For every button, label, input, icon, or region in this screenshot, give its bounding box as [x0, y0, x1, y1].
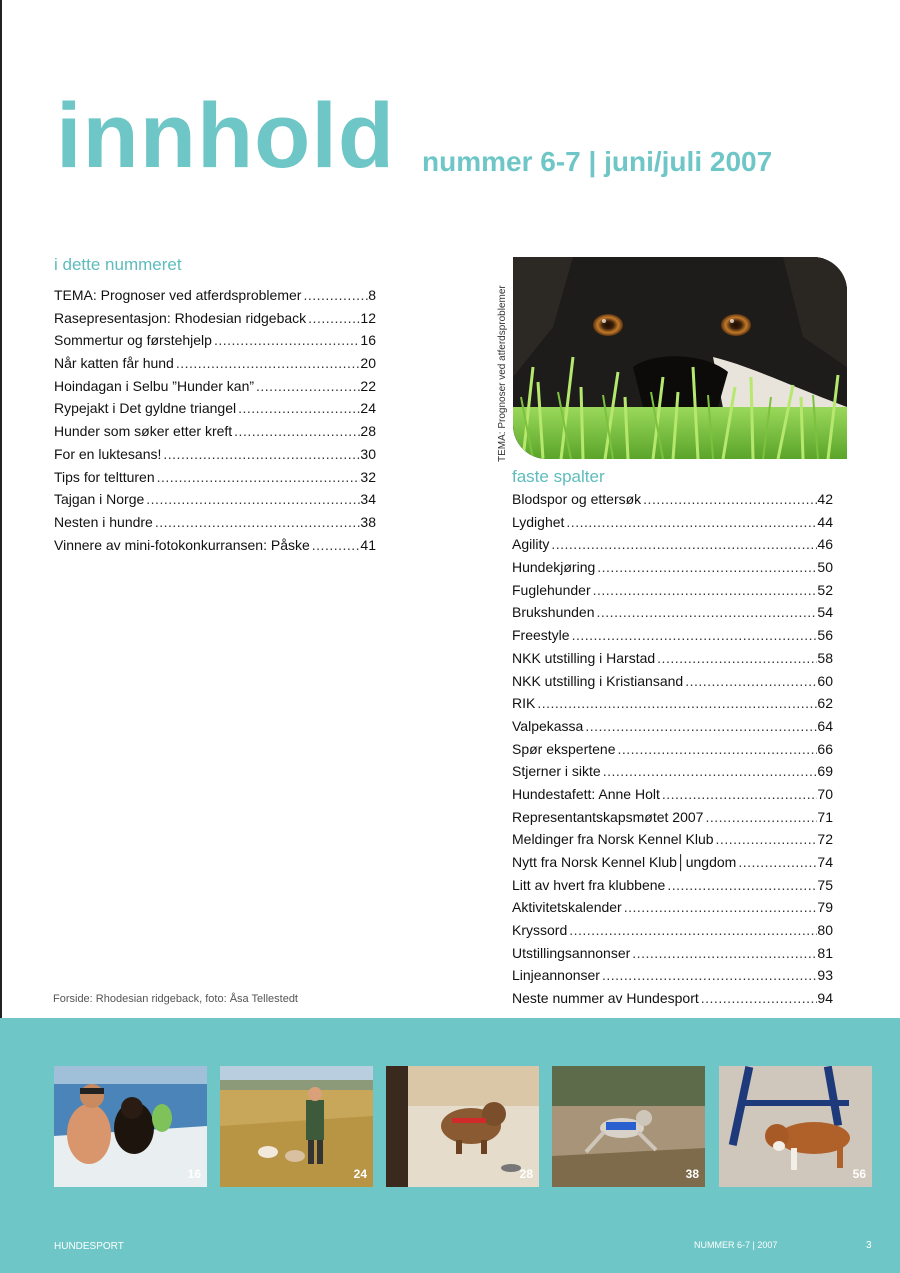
- toc-dot-leader: [157, 469, 361, 485]
- page-title: innhold: [56, 85, 396, 187]
- toc-entry-title: Stjerner i sikte: [512, 763, 601, 780]
- toc-dot-leader: [163, 446, 360, 462]
- toc-entry-title: Kryssord: [512, 922, 568, 939]
- toc-entry[interactable]: [512, 582, 833, 605]
- feature-photo-dog-eyes[interactable]: [513, 257, 847, 459]
- toc-entry[interactable]: [512, 650, 833, 673]
- thumbnail-page-number: 24: [353, 1167, 367, 1181]
- toc-entry-title: Utstillingsannonser: [512, 944, 631, 961]
- toc-entry-page: 22: [360, 377, 376, 394]
- toc-entry[interactable]: [54, 332, 376, 355]
- toc-entry[interactable]: [512, 854, 833, 877]
- toc-entry[interactable]: [512, 763, 833, 786]
- toc-dot-leader: [155, 514, 361, 530]
- toc-dot-leader: [603, 763, 818, 779]
- toc-dot-leader: [569, 922, 817, 938]
- toc-dot-leader: [705, 809, 817, 825]
- toc-entry-title: NKK utstilling i Kristiansand: [512, 672, 684, 689]
- toc-dot-leader: [585, 718, 817, 734]
- toc-entry-page: 16: [360, 332, 376, 349]
- toc-entry[interactable]: [512, 536, 833, 559]
- toc-entry-page: 28: [360, 423, 376, 440]
- toc-entry[interactable]: [512, 967, 833, 990]
- toc-entry-page: 54: [817, 604, 833, 621]
- toc-entry-page: 38: [360, 513, 376, 530]
- footer-issue: NUMMER 6-7 | 2007: [694, 1240, 778, 1250]
- toc-entry-title: Linjeannonser: [512, 967, 600, 984]
- toc-dot-leader: [537, 695, 817, 711]
- toc-entry-title: Representantskapsmøtet 2007: [512, 808, 704, 825]
- toc-entry[interactable]: [54, 491, 376, 514]
- toc-entry[interactable]: [512, 718, 833, 741]
- toc-entry-page: 71: [817, 808, 833, 825]
- toc-entry[interactable]: [512, 491, 833, 514]
- toc-entry[interactable]: [512, 899, 833, 922]
- toc-entry[interactable]: [54, 469, 376, 492]
- toc-entry-page: 79: [817, 899, 833, 916]
- footer-magazine-name: HUNDESPORT: [54, 1241, 124, 1252]
- toc-entry[interactable]: [512, 922, 833, 945]
- toc-dot-leader: [632, 945, 817, 961]
- toc-entry-title: RIK: [512, 695, 536, 712]
- toc-entry[interactable]: [512, 514, 833, 537]
- toc-dot-leader: [256, 378, 360, 394]
- toc-entry[interactable]: [512, 945, 833, 968]
- toc-entry-page: 75: [817, 876, 833, 893]
- cover-credit: Forside: Rhodesian ridgeback, foto: Åsa Tellestedt: [53, 993, 298, 1005]
- toc-entry[interactable]: [512, 877, 833, 900]
- toc-dot-leader: [146, 491, 360, 507]
- racing-dog-image: [552, 1066, 705, 1187]
- page-edge-rule: [0, 0, 2, 1020]
- toc-entry[interactable]: [512, 741, 833, 764]
- toc-entry-page: 66: [817, 740, 833, 757]
- toc-dot-leader: [303, 287, 368, 303]
- toc-dot-leader: [738, 854, 817, 870]
- toc-dot-leader: [667, 877, 817, 893]
- toc-entry-page: 60: [817, 672, 833, 689]
- toc-dot-leader: [214, 332, 360, 348]
- toc-entry-title: Tips for teltturen: [54, 468, 155, 485]
- toc-entry-title: Spør ekspertene: [512, 740, 616, 757]
- toc-entry-page: 62: [817, 695, 833, 712]
- toc-entry-title: Hunder som søker etter kreft: [54, 423, 233, 440]
- toc-entry[interactable]: [54, 446, 376, 469]
- toc-entry-title: For en luktesans!: [54, 445, 162, 462]
- this-issue-heading: i dette nummeret: [54, 255, 182, 274]
- dog-face-image: [513, 257, 847, 459]
- hunting-field-image: [220, 1066, 373, 1187]
- toc-entry[interactable]: [54, 287, 376, 310]
- toc-entry-page: 69: [817, 763, 833, 780]
- toc-dot-leader: [657, 650, 817, 666]
- toc-entry[interactable]: [512, 559, 833, 582]
- boxer-dog-image: [719, 1066, 872, 1187]
- toc-entry-page: 64: [817, 717, 833, 734]
- toc-entry-page: 56: [817, 627, 833, 644]
- toc-entry[interactable]: [512, 695, 833, 718]
- toc-dot-leader: [662, 786, 818, 802]
- toc-entry-page: 80: [817, 922, 833, 939]
- thumbnail-sommertur[interactable]: [54, 1066, 207, 1187]
- toc-entry-title: Vinnere av mini-fotokonkurransen: Påske: [54, 536, 310, 553]
- toc-entry-title: Sommertur og førstehjelp: [54, 332, 212, 349]
- toc-entry-title: Rasepresentasjon: Rhodesian ridgeback: [54, 309, 307, 326]
- dog-indoor-image: [386, 1066, 539, 1187]
- thumbnail-nesten-i-hundre[interactable]: [552, 1066, 705, 1187]
- toc-entry-page: 24: [360, 400, 376, 417]
- toc-entry-title: Brukshunden: [512, 604, 595, 621]
- toc-entry-page: 72: [817, 831, 833, 848]
- toc-entry-title: Litt av hvert fra klubbene: [512, 876, 666, 893]
- toc-dot-leader: [312, 537, 361, 553]
- toc-entry-title: Blodspor og ettersøk: [512, 491, 642, 507]
- toc-entry-page: 42: [817, 491, 833, 507]
- toc-entry[interactable]: [54, 537, 376, 560]
- toc-entry[interactable]: [512, 831, 833, 854]
- toc-entry-page: 70: [817, 785, 833, 802]
- toc-dot-leader: [643, 491, 817, 507]
- toc-entry-title: Freestyle: [512, 627, 570, 644]
- toc-dot-leader: [618, 741, 818, 757]
- toc-dot-leader: [685, 673, 817, 689]
- toc-entry-title: Aktivitetskalender: [512, 899, 622, 916]
- thumbnail-page-number: 56: [852, 1167, 866, 1181]
- toc-entry-title: Neste nummer av Hundesport: [512, 990, 699, 1007]
- toc-dot-leader: [597, 604, 818, 620]
- toc-dot-leader: [566, 514, 817, 530]
- columns-heading: faste spalter: [512, 467, 605, 486]
- thumbnail-page-number: 38: [685, 1167, 699, 1181]
- toc-entry[interactable]: [54, 423, 376, 446]
- toc-entry-page: 12: [360, 309, 376, 326]
- thumbnail-page-number: 28: [519, 1167, 533, 1181]
- toc-entry-title: TEMA: Prognoser ved atferdsproblemer: [54, 287, 302, 303]
- toc-entry[interactable]: [54, 400, 376, 423]
- toc-entry-title: Tajgan i Norge: [54, 491, 145, 508]
- toc-entry-title: Valpekassa: [512, 717, 584, 734]
- toc-entry-page: 41: [360, 536, 376, 553]
- toc-dot-leader: [176, 355, 361, 371]
- toc-entry-title: Rypejakt i Det gyldne triangel: [54, 400, 237, 417]
- toc-entry-page: 46: [817, 536, 833, 553]
- toc-entry-title: Hundekjøring: [512, 559, 596, 576]
- this-issue-list: [54, 287, 376, 559]
- toc-entry-page: 58: [817, 649, 833, 666]
- toc-entry-title: Fuglehunder: [512, 581, 591, 598]
- thumbnail-page-number: 16: [187, 1167, 201, 1181]
- toc-dot-leader: [238, 400, 360, 416]
- thumbnail-freestyle[interactable]: [719, 1066, 872, 1187]
- toc-dot-leader: [597, 559, 817, 575]
- toc-entry[interactable]: [512, 627, 833, 650]
- toc-dot-leader: [551, 536, 817, 552]
- toc-entry-page: 74: [817, 854, 833, 870]
- thumbnail-rypejakt[interactable]: [220, 1066, 373, 1187]
- toc-entry-page: 34: [360, 491, 376, 508]
- toc-entry-title: Nytt fra Norsk Kennel Klub│ungdom: [512, 854, 737, 870]
- toc-entry-title: Lydighet: [512, 513, 565, 530]
- toc-entry-page: 50: [817, 559, 833, 576]
- footer-page-number: 3: [866, 1240, 872, 1251]
- toc-entry-title: Nesten i hundre: [54, 513, 153, 530]
- toc-dot-leader: [308, 310, 360, 326]
- toc-dot-leader: [593, 582, 818, 598]
- toc-entry-title: Når katten får hund: [54, 355, 174, 372]
- toc-entry-page: 8: [368, 287, 376, 303]
- toc-dot-leader: [716, 831, 818, 847]
- toc-dot-leader: [624, 899, 818, 915]
- toc-entry[interactable]: [54, 514, 376, 537]
- toc-entry-page: 52: [817, 581, 833, 598]
- toc-entry-title: Hoindagan i Selbu ”Hunder kan”: [54, 377, 255, 394]
- thumbnail-kreft[interactable]: [386, 1066, 539, 1187]
- toc-entry-page: 20: [360, 355, 376, 372]
- toc-dot-leader: [701, 990, 818, 1006]
- toc-entry-title: NKK utstilling i Harstad: [512, 649, 656, 666]
- toc-dot-leader: [572, 627, 818, 643]
- toc-entry[interactable]: [512, 990, 833, 1013]
- toc-entry[interactable]: [512, 604, 833, 627]
- toc-entry-title: Agility: [512, 536, 550, 553]
- issue-subtitle: nummer 6-7 | juni/juli 2007: [422, 146, 773, 177]
- toc-entry-page: 44: [817, 513, 833, 530]
- toc-entry-page: 81: [817, 944, 833, 961]
- toc-entry[interactable]: [512, 809, 833, 832]
- toc-entry-title: Meldinger fra Norsk Kennel Klub: [512, 831, 714, 848]
- toc-entry-page: 30: [360, 445, 376, 462]
- toc-entry-title: Hundestafett: Anne Holt: [512, 785, 660, 802]
- toc-entry[interactable]: [54, 355, 376, 378]
- toc-entry-page: 93: [817, 967, 833, 984]
- toc-entry-page: 32: [360, 468, 376, 485]
- toc-entry[interactable]: [512, 673, 833, 696]
- toc-entry[interactable]: [54, 378, 376, 401]
- toc-entry-page: 94: [817, 990, 833, 1007]
- toc-dot-leader: [234, 423, 360, 439]
- toc-entry[interactable]: [512, 786, 833, 809]
- boat-dogs-image: [54, 1066, 207, 1187]
- toc-entry[interactable]: [54, 310, 376, 333]
- columns-list: [512, 491, 833, 1013]
- feature-photo-caption: TEMA: Prognoser ved atferdsproblemer: [497, 285, 508, 462]
- toc-dot-leader: [602, 967, 817, 983]
